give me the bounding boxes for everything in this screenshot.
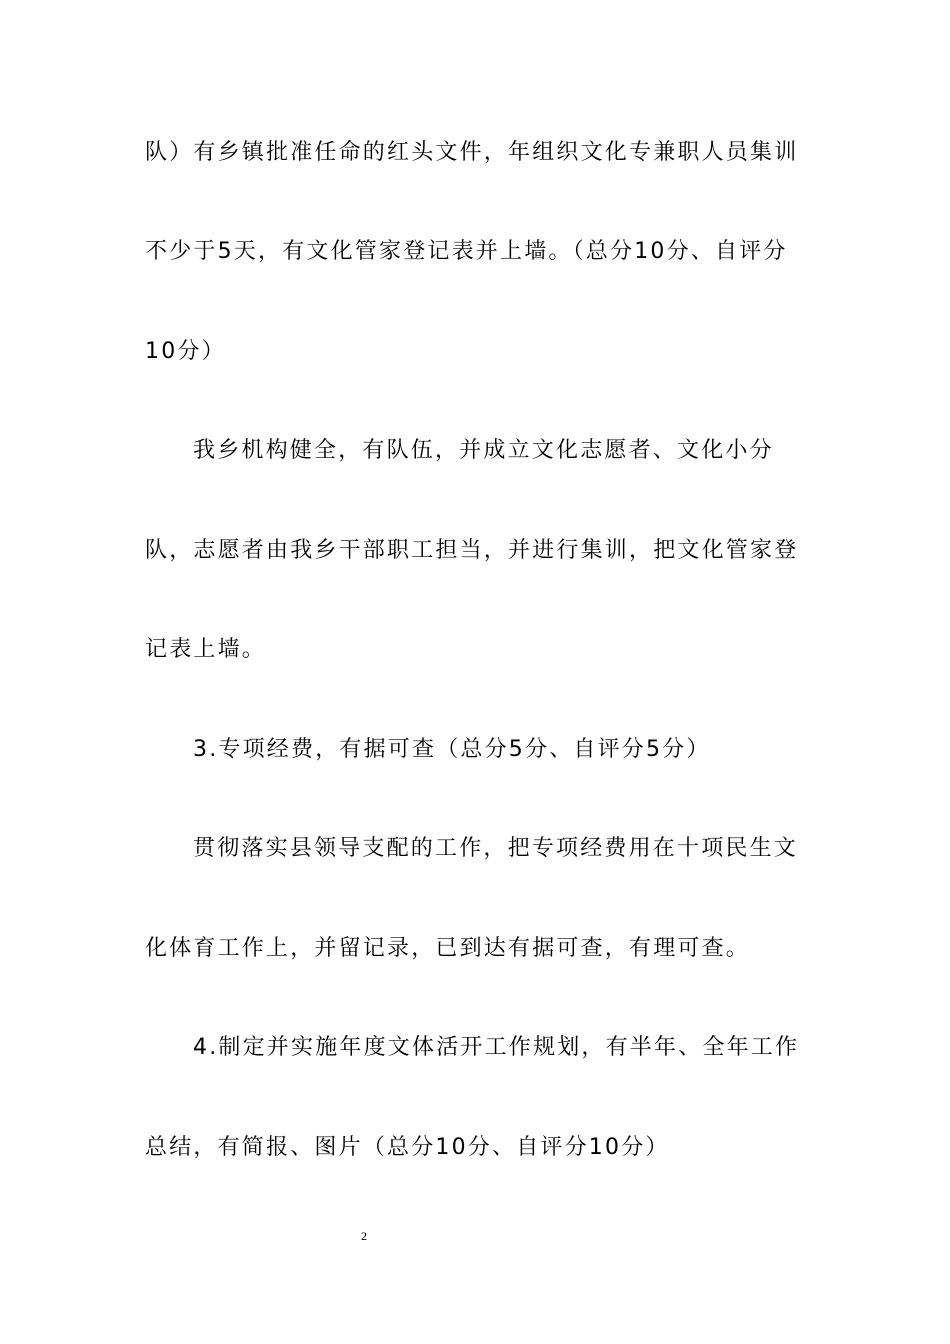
paragraph-line: 队）有乡镇批准任命的红头文件，年组织文化专兼职人员集训 — [145, 140, 799, 165]
paragraph-line: 不少于5天，有文化管家登记表并上墙。（总分10分、自评分 — [145, 239, 788, 264]
paragraph-line: 我乡机构健全，有队伍，并成立文化志愿者、文化小分 — [193, 438, 774, 463]
page-number: 2 — [361, 1229, 367, 1243]
paragraph-line: 10分） — [145, 339, 226, 364]
paragraph-line: 化体育工作上，并留记录，已到达有据可查，有理可查。 — [145, 936, 751, 961]
paragraph-line: 贯彻落实县领导支配的工作，把专项经费用在十项民生文 — [193, 836, 799, 861]
section-heading-4: 4.制定并实施年度文体活开工作规划，有半年、全年工作 — [193, 1035, 800, 1060]
paragraph-line: 总结，有简报、图片（总分10分、自评分10分） — [145, 1135, 670, 1160]
section-heading-3: 3.专项经费，有据可查（总分5分、自评分5分） — [193, 737, 711, 762]
paragraph-line: 记表上墙。 — [145, 637, 267, 662]
paragraph-line: 队，志愿者由我乡干部职工担当，并进行集训，把文化管家登 — [145, 538, 799, 563]
